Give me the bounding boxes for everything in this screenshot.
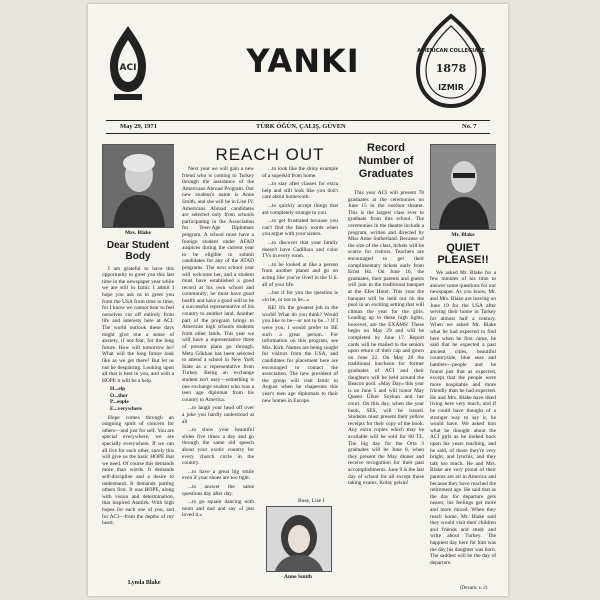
reach-out-list-item: ...to discover that your family doesn't have Cadillacs and color TVs in every room. <box>262 239 338 260</box>
reach-out-body: Next year we will gain a new friend who is coming to Turkey through the assistance of the Americans Abroad Program. Our new student's name is Anne Smith, and she will be in Lise IV. Americans Abroad candidates are selected only from schools participating in the Association for Teen-Age Diplomats program. A school must have a foreign student under AFAD auspices during the current year to be eligible to submit candidates for any of the ATAD programs. The next school year will welcome her, and a student must have established a good record at his own school and community; he must have good health and have a good will to be a successful representative of his country to another land. Another part of the program brings to American high schools students from other lands. This year we will have a representative three of present plans go through. Meta Gökhan has been selected to attend a school in New York State as a representative from Turkey. Being an exchange student isn't easy—something is one exchange student who was a teen age diplomat from his country to America. <box>182 166 254 403</box>
reach-out-list-item: ...to have a great big smile even if your shoes are too tight. <box>182 468 254 482</box>
college-seal <box>410 12 492 112</box>
acrostic-line: H...elp <box>110 386 126 393</box>
reach-out-list-item: ...but if for you the question is «to be, or not to be...» <box>262 290 338 303</box>
mr-blake-photo <box>430 144 496 230</box>
reach-out-list-item: ...to go square dancing with mom and dad and say «I just loved it.» <box>182 499 254 519</box>
column-reach-out <box>182 166 254 586</box>
masthead <box>88 4 508 116</box>
column-dear-student-body <box>102 144 174 592</box>
reach-out-list-item: ...to quickly accept things that are completely strange to you. <box>262 202 338 216</box>
column-reach-out-continued <box>262 166 338 496</box>
column-quiet-please <box>430 144 496 584</box>
seal-bottom-text: IZMIR <box>438 83 464 92</box>
reach-out-headline: REACH OUT <box>215 145 325 164</box>
reach-out-closing: BE! It's the greatest job in the world! What do you think? Would you like to be—or not to be...? If I were you, I would prefer to BE such a great person. For information on this program, see Mrs. Kirk. Names are being sought for visitors from the USA, and candidates for placement here are encouraged to contact the association. The new president of the group will visit Izmir in August when he chaperons this year's teen age diplomats to their new homes in Europe. <box>262 305 338 404</box>
anne-smith-caption: Anne Smith <box>284 574 312 580</box>
seal-year-text: 1878 <box>435 62 467 75</box>
reach-out-list-item: ...to answer the same questions day after day. <box>182 483 254 497</box>
reach-out-list-item: ...to get frustrated because you can't find the fancy words when you argue with your sisters. <box>262 218 338 238</box>
acrostic-line: P...eople <box>110 399 129 406</box>
dateline <box>106 120 490 134</box>
letter-signature: Lynda Blake <box>128 580 161 586</box>
portrait-silhouette-icon <box>103 145 174 227</box>
portrait-silhouette-icon <box>431 145 496 229</box>
mrs-blake-photo <box>102 144 174 228</box>
flame-logo <box>106 24 150 102</box>
flame-logo-text: ACI <box>119 63 137 73</box>
anne-smith-photo <box>266 506 332 572</box>
acrostic-line: O...ther <box>110 392 128 399</box>
dear-student-body-headline: Dear Student Body <box>106 239 170 262</box>
portrait-silhouette-icon <box>267 507 331 571</box>
acrostic-line: E...verywhere <box>110 406 142 413</box>
issue-date: May 29, 1971 <box>120 123 158 130</box>
letter-body: I am grateful to have this opportunity to greet you this last time in the newspaper year while we are still in Izmir. I admit I hope you ask us to greet you from the USA from time to time, for I know we cannot bear to feel ourselves cut off entirely from life and interests here at ACI. The world outlook these days might give one a sense of anxiety, if not fear, for the long future. How will tomorrow be? What will the long future look like as we get there? But let us not be despairing. Looking upon all that is best in you, and with a HOPE it will be a help. <box>102 265 174 384</box>
reach-out-list-item: ...to laugh your head off over a joke you hardly understood at all <box>182 405 254 425</box>
reach-out-list-item: ...to look like the shiny example of a superkid from home. <box>262 166 338 179</box>
issue-number: No. 7 <box>462 123 477 130</box>
newspaper-title: YANKI <box>246 42 360 80</box>
newspaper-page <box>88 4 508 596</box>
quiet-please-body: We asked Mr. Blake for a few minutes of his time to answer some questions for our newspaper. As you know, Mr. and Mrs. Blake are leaving on June 19 for the USA after serving their home in Turkey for almost half a century. When we asked Mr. Blake what he had expected to find here when he first came, he said that he expected a past ancient cities, beautiful countryside, blue seas and hamlets—people and he found just that as expected, except that the people were more hospitable and more friendly than he had expected. He and Mrs. Blake have liked living here very much, and if he could have thought of a stronger way to say it, he would have. We asked him what he thought about the ACI girls as he looked back upon his years teaching, and he said, of those they're very bright, and lynchis, and they talk too much. He and Mrs. Blake are very proud of their parents are all in America and because they have reached the retirement age. He said that as the day for departure gets nearer, his feelings get more and more mixed. When they reach home, Mr. Blake said they would visit their children and friends and study and write about Turkey. The happiest day here for him was the day his daughter was born. The saddest will be the day of departure. <box>430 269 496 566</box>
record-graduates-headline: Record Number of Graduates <box>358 142 414 180</box>
reach-out-list-item: ...to stay after classes for extra help and still look like you don't care about homework. <box>262 181 338 201</box>
letter-body-continued: Hope comes through an outgoing spirit of concern for others—and just for self. You are special everywhere, we are specially everywhere. If we can all live for each other, surely this will give us the basic HOPE that we need. Of course this demands more than words. It demands self-discipline and a desire to understand. It demands putting others first. It was HOPE, along with vision and determination, that inspired Atatürk. With high hopes for each one of you, and for ACI—from the depths of my heart. <box>102 414 174 527</box>
hope-acrostic <box>110 386 174 412</box>
seal-top-text: AMERICAN COLLEGIATE <box>417 48 485 54</box>
quiet-please-headline: QUIET PLEASE!! <box>437 241 489 266</box>
continued-note: (Devam: s. 2) <box>460 586 488 591</box>
reach-out-byline: Buse, Lise I <box>298 498 325 504</box>
mrs-blake-caption: Mrs. Blake <box>125 230 151 236</box>
mr-blake-caption: Mr. Blake <box>451 232 475 238</box>
reach-out-list-item: ...to be looked at like a person from another planet and go on acting like you've lived in the U.S. all of your life. <box>262 261 338 288</box>
reach-out-list-item: ...to show your beautiful slides five times a day and go through the same old speech about your exotic country for every church circle in the country. <box>182 427 254 467</box>
school-motto: TÜRK ÖĞÜN, ÇALIŞ, GÜVEN <box>256 123 346 130</box>
column-record-graduates <box>348 190 424 586</box>
graduates-body: This year ACI will present 78 graduates at the ceremonies on June 15 in the outdoor theater. This is the largest class ever to graduate from this school. The ceremonies in the theatre include a program, written and directed by Miss Anne Sutherland. Because of the size of the class, tickets will be scarce for visitors. Teachers are encouraged to get their complimentary tickets early from Ernst Hz. On June 16, the graduates, their parents and guests will join in the traditional banquet at the Efes Hotel. This year the banquet will be held out on the pool in an exciting setting that will climax the year for the girls. Leading up to these high lights, however, are the EXAMS! These begin on May 29 and will be completed by June 17. Report cards will be mailed to the seniors upon return of their cap and gown on June 22. On May 28 the traditional luncheon for former graduates of ACI and their daughters will be held around the Beacon pool. «May Day» this year is on June 5 and will honor May Queen Ülker Soykan and her court. On this day, when the year book, SES, will be issued. Students must present their yellow receipts for their copy of the book. Any extra copies which may be available will be sold for 60 TL. The big day for the Orta 3 graduates will be June 8, when they present the May dinner and receive recognition for their past accomplishments. June 9 is the last day of school for all except those taking exams. Kolay gelsin! <box>348 190 424 487</box>
